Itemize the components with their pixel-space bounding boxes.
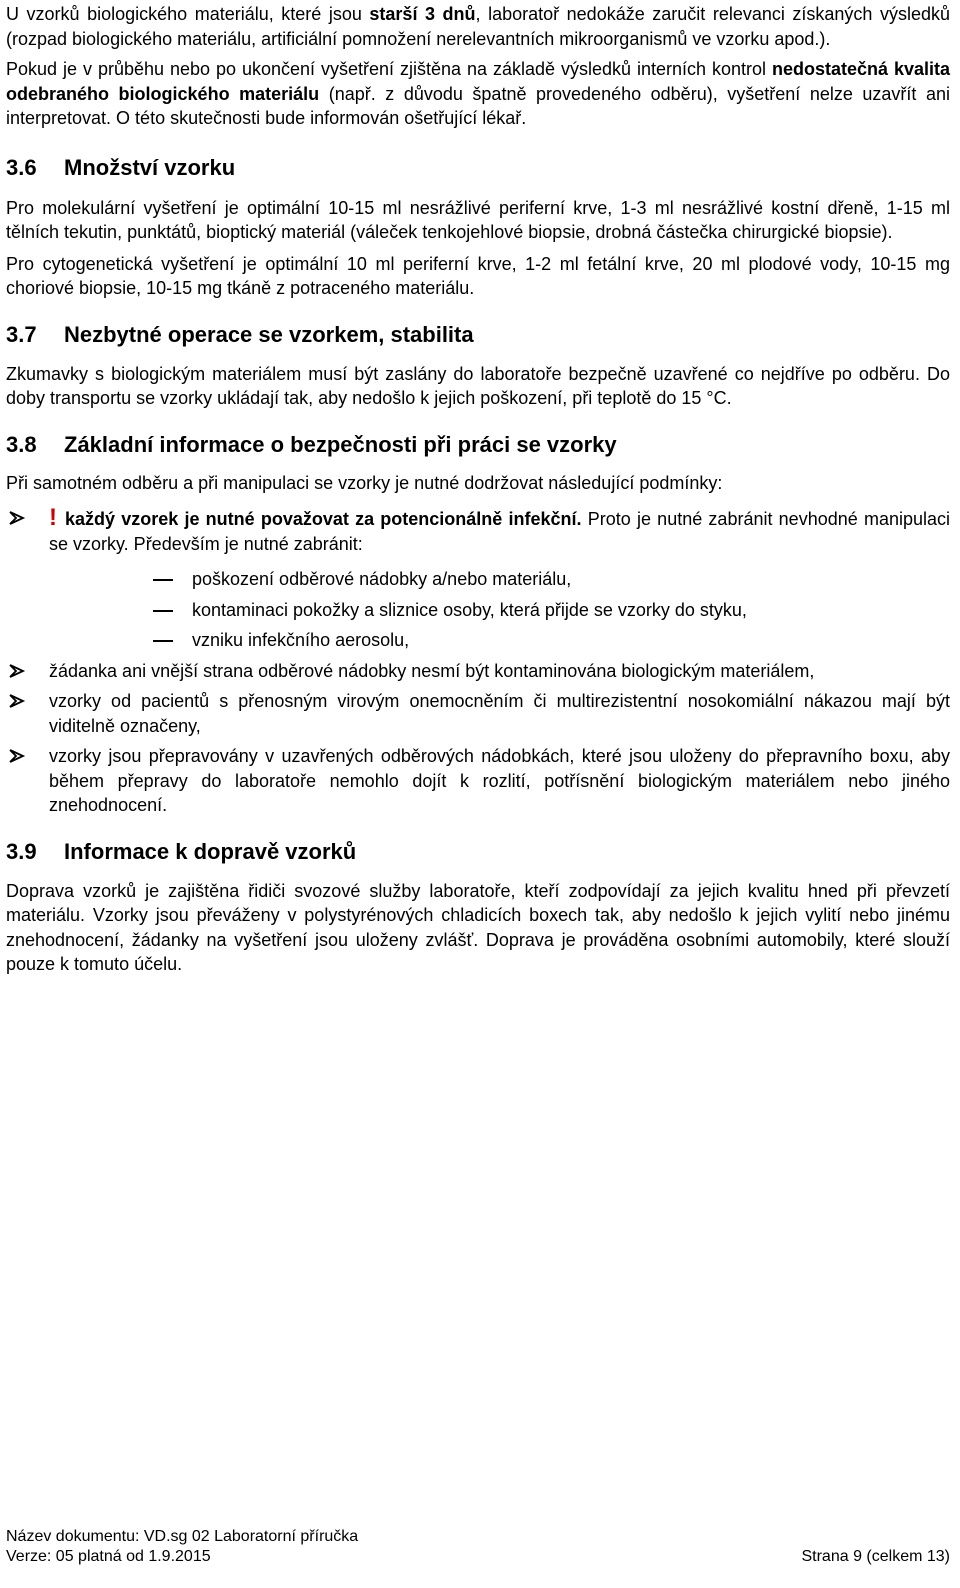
emphasis-age: starší 3 dnů xyxy=(369,4,476,24)
section-heading-3-8: 3.8 Základní informace o bezpečnosti při práci se vzorky xyxy=(6,431,617,457)
arrowhead-bullet-icon xyxy=(8,689,26,713)
intro-paragraph-age: U vzorků biologického materiálu, které jsou starší 3 dnů, laboratoř nedokáže zaručit relevanci získaných výsledků (rozpad biologického materiálu, artificiální pomnožení nerelevantních mikroorganismů ve vzorku apod.). xyxy=(6,4,951,49)
section-heading-3-6: 3.6 Množství vzorku xyxy=(6,154,236,180)
section-3-6-paragraph-2: Pro cytogenetická vyšetření je optimální 10 ml periferní krve, 1-2 ml fetální krve, 20 ml plodové vody, 10-15 mg choriové biopsie, 10-15 mg tkáně z potraceného materiálu. xyxy=(6,253,950,298)
section-3-8-intro: Při samotném odběru a při manipulaci se vzorky je nutné dodržovat následující podmínky: xyxy=(6,472,723,493)
section-3-9-paragraph: Doprava vzorků je zajištěna řidiči svozové služby laboratoře, kteří zodpovídají za jejich kvalitu hned při převzetí materiálu. Vzorky jsou převáženy v polystyrénových chladicích boxech tak, aby nedošlo k jejich vylití nebo jinému znehodnocení, žádanky na vyšetření jsou uloženy zvlášť. Doprava je prováděna osobními automobily, které slouží pouze k tomuto účelu. xyxy=(6,880,950,974)
arrowhead-bullet-icon xyxy=(8,506,26,530)
footer-version: Verze: 05 platná od 1.9.2015 xyxy=(6,1548,211,1565)
dash-list-item: poškození odběrové nádobky a/nebo materiálu, xyxy=(6,567,950,592)
section-heading-3-7: 3.7 Nezbytné operace se vzorkem, stabilita xyxy=(6,321,474,347)
section-3-6-paragraph-1: Pro molekulární vyšetření je optimální 10-15 ml nesrážlivé periferní krve, 1-3 ml nesrážlivé kostní dřeně, 1-15 ml tělních tekutin, punktátů, bioptický materiál (váleček tenkojehlové biopsie, drobná částečka chirurgické biopsie). xyxy=(6,197,950,242)
list-item: vzorky jsou přepravovány v uzavřených odběrových nádobkách, které jsou uloženy do přepravního boxu, aby během přepravy do laboratoře nemohlo dojít k rozlití, potřísnění biologickým materiálem nebo jiného znehodnocení. xyxy=(6,744,950,818)
list-item: vzorky od pacientů s přenosným virovým onemocněním či multirezistentní nosokomiální nákazou mají být viditelně označeny, xyxy=(6,689,950,738)
document-page xyxy=(6,0,950,977)
dash-bullet xyxy=(153,610,173,612)
list-item: žádanka ani vnější strana odběrové nádobky nesmí být kontaminována biologickým materiálem, xyxy=(6,659,950,684)
list-item: ! každý vzorek je nutné považovat za potencionálně infekční. Proto je nutné zabránit nevhodné manipulaci se vzorky. Především je nutné zabránit: xyxy=(6,506,950,556)
dash-list-item: vzniku infekčního aerosolu, xyxy=(6,628,950,653)
footer-document-name: Název dokumentu: VD.sg 02 Laboratorní příručka xyxy=(6,1528,359,1545)
section-heading-3-9: 3.9 Informace k dopravě vzorků xyxy=(6,838,357,864)
dash-bullet xyxy=(153,579,173,581)
dash-bullet xyxy=(153,640,173,642)
emphasis-quality: nedostatečná kvalita odebraného biologického materiálu xyxy=(6,59,950,104)
footer-page-number: Strana 9 (celkem 13) xyxy=(801,1548,950,1565)
page-footer xyxy=(6,1527,950,1567)
arrowhead-bullet-icon xyxy=(8,659,26,683)
intro-paragraph-quality: Pokud je v průběhu nebo po ukončení vyšetření zjištěna na základě výsledků interních kontrol nedostatečná kvalita odebraného biologického materiálu (např. z důvodu špatně provedeného odběru), vyšetření nelze uzavřít ani interpretovat. O této skutečnosti bude informován ošetřující lékař. xyxy=(6,59,950,128)
arrowhead-bullet-icon xyxy=(8,744,26,768)
section-3-7-paragraph: Zkumavky s biologickým materiálem musí být zaslány do laboratoře bezpečně uzavřené co nejdříve po odběru. Do doby transportu se vzorky ukládají tak, aby nedošlo k jejich poškození, při teplotě do 15 °C. xyxy=(6,363,950,408)
dash-list-item: kontaminaci pokožky a sliznice osoby, která přijde se vzorky do styku, xyxy=(6,598,950,623)
warning-exclamation-icon: ! xyxy=(49,504,57,531)
